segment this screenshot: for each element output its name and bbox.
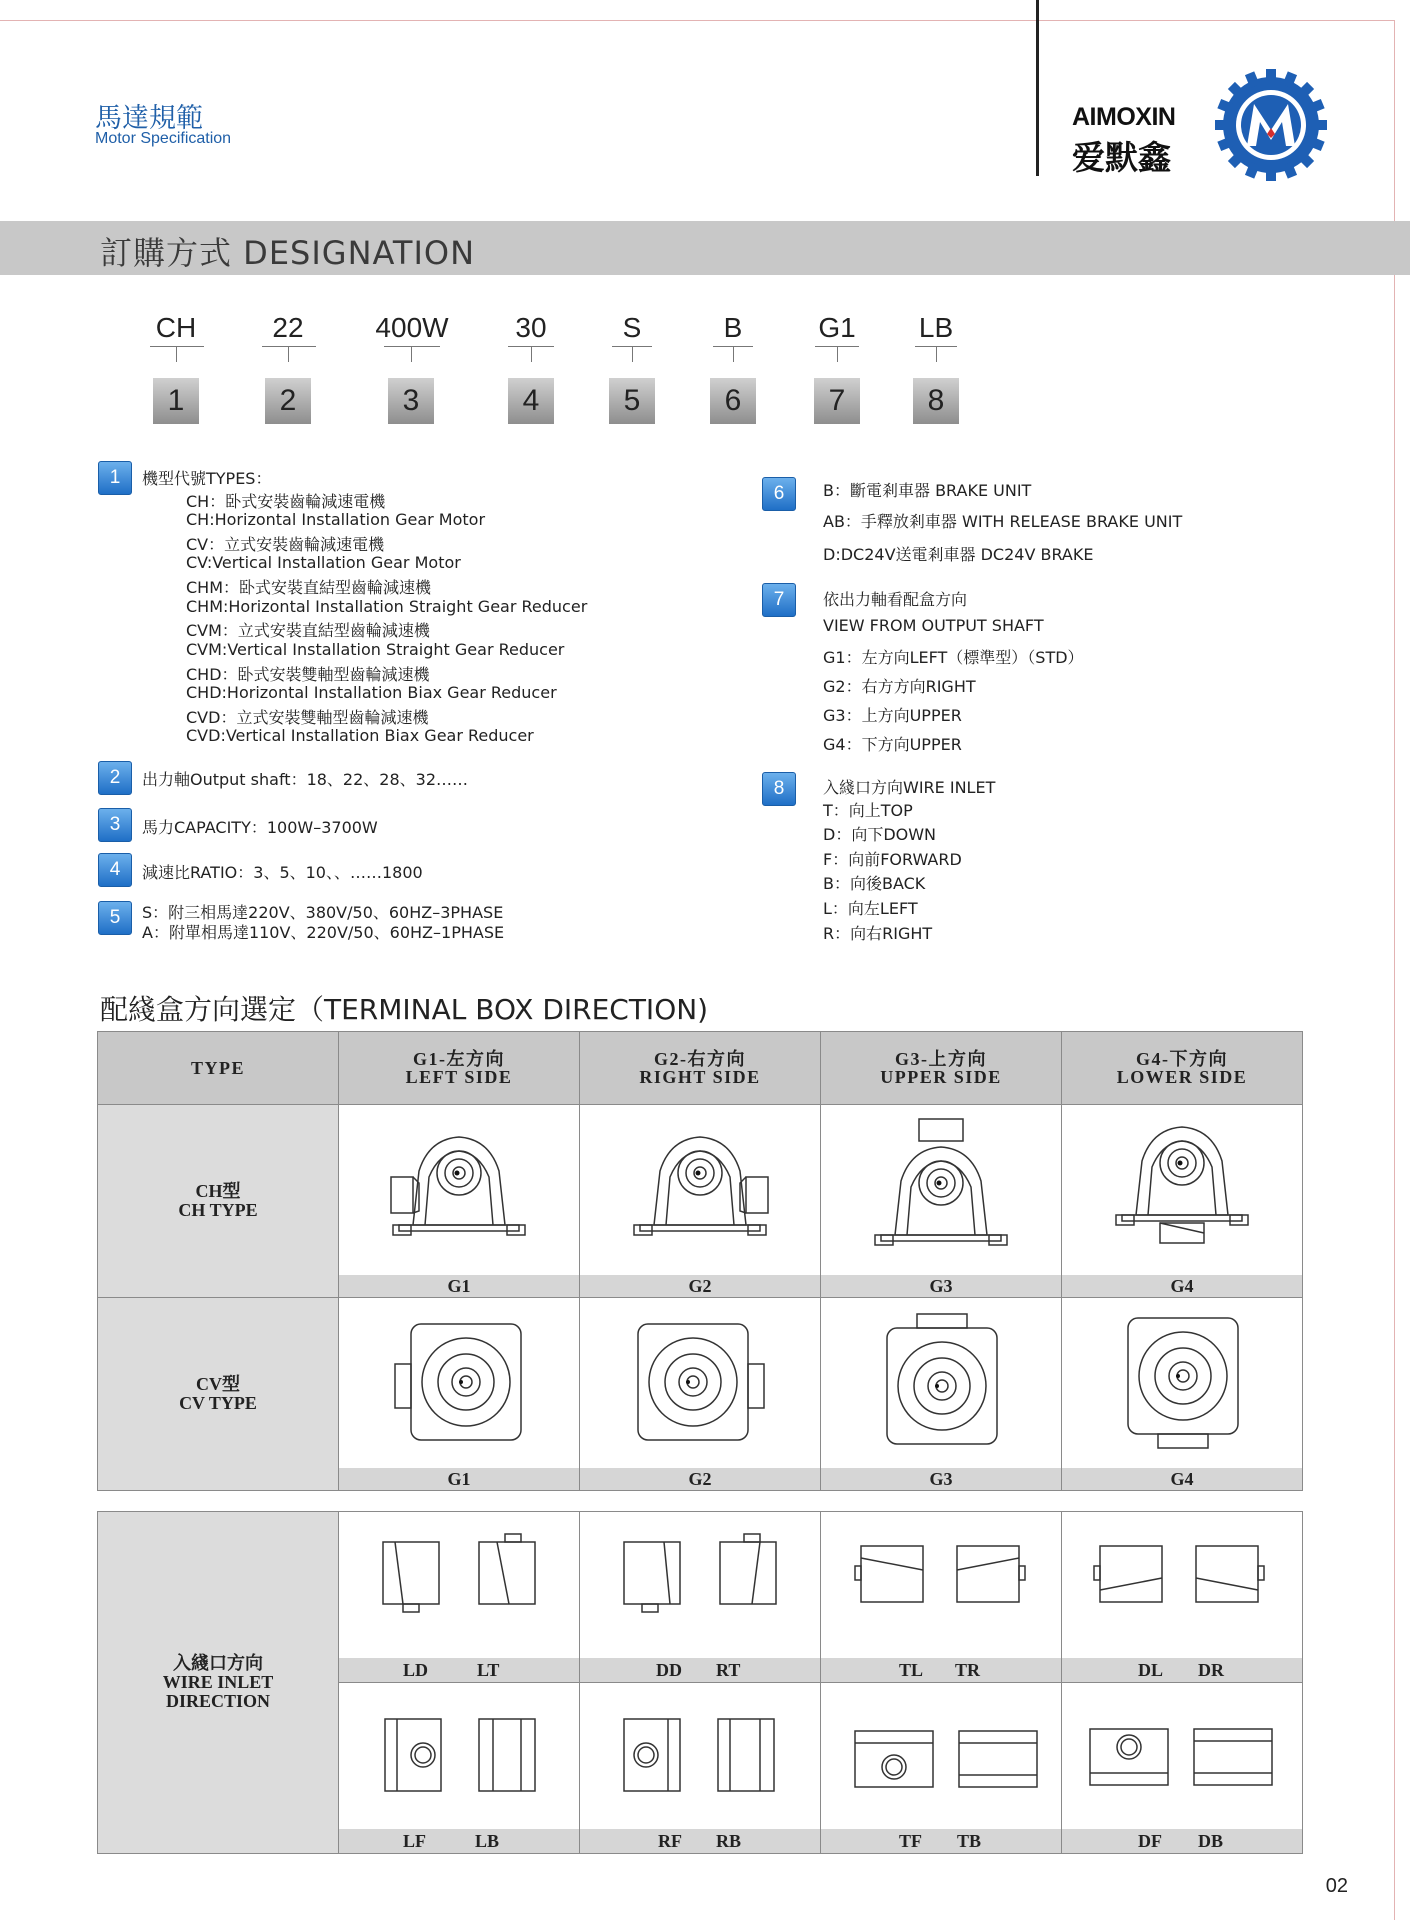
wire-cell-rf-rb <box>580 1683 821 1854</box>
terminal-section-title: 配綫盒方向選定（TERMINAL BOX DIRECTION) <box>100 993 709 1026</box>
view-line: 依出力軸看配盒方向 <box>823 590 968 609</box>
code-number-box: 5 <box>609 378 655 424</box>
brand-name-zh: 爱默鑫 <box>1072 138 1171 177</box>
page-title-en: Motor Specification <box>95 130 232 147</box>
cv-g4-cell <box>1062 1298 1303 1491</box>
capacity-text: 馬力CAPACITY：100W–3700W <box>142 818 378 837</box>
phase-s-text: S：附三相馬達220V、380V/50、60HZ–3PHASE <box>142 903 504 922</box>
code-number-box: 4 <box>508 378 554 424</box>
wire-code: DL <box>1138 1660 1164 1680</box>
wire-ld-lt-icon <box>339 1512 579 1658</box>
item-badge-4: 4 <box>98 853 132 887</box>
cv-g2-cell <box>580 1298 821 1491</box>
item-badge-1: 1 <box>98 461 132 495</box>
item-badge-2: 2 <box>98 761 132 795</box>
ch-motor-g1-icon <box>339 1105 579 1275</box>
cv-motor-g2-icon <box>580 1298 820 1468</box>
wire-caption <box>339 1829 579 1853</box>
wire-code: TR <box>955 1660 981 1680</box>
output-shaft-text: 出力軸Output shaft：18、22、28、32…… <box>142 770 469 789</box>
types-title: 機型代號TYPES： <box>142 469 272 488</box>
wire-line: L：向左LEFT <box>823 899 918 918</box>
brake-line: AB：手釋放剎車器 WITH RELEASE BRAKE UNIT <box>823 512 1183 531</box>
ch-g2-cell <box>580 1105 821 1298</box>
cv-motor-g3-icon <box>821 1298 1061 1468</box>
cv-motor-g4-icon <box>1062 1298 1302 1468</box>
item-badge-3: 3 <box>98 808 132 842</box>
wire-caption <box>821 1829 1061 1853</box>
view-line: G4：下方向UPPER <box>823 735 962 754</box>
view-line: G3：上方向UPPER <box>823 706 962 725</box>
wire-line: R：向右RIGHT <box>823 924 933 943</box>
col-header-en: RIGHT SIDE <box>639 1067 761 1087</box>
brake-line: D:DC24V送電剎車器 DC24V BRAKE <box>823 545 1094 564</box>
code-tick <box>632 346 633 362</box>
ratio-text: 減速比RATIO：3、5、10、、……1800 <box>142 863 423 882</box>
brand-name-en: AIMOXIN <box>1072 103 1176 131</box>
type-line: CHM:Horizontal Installation Straight Gear Reducer <box>186 597 588 616</box>
phase-a-text: A：附單相馬達110V、220V/50、60HZ–1PHASE <box>142 923 505 942</box>
ch-caption: G1 <box>339 1275 579 1297</box>
wire-code: DD <box>656 1660 682 1680</box>
ch-g4-cell <box>1062 1105 1303 1298</box>
wire-code: DF <box>1138 1831 1162 1851</box>
code-2: 22 <box>272 312 304 343</box>
wire-caption <box>580 1829 820 1853</box>
cv-caption: G2 <box>580 1468 820 1490</box>
code-number-box: 3 <box>388 378 434 424</box>
wire-line: B：向後BACK <box>823 874 926 893</box>
code-number-box: 6 <box>710 378 756 424</box>
ch-caption: G4 <box>1062 1275 1302 1297</box>
header-divider <box>1036 0 1039 176</box>
view-line: VIEW FROM OUTPUT SHAFT <box>823 616 1044 635</box>
wire-code: LB <box>475 1831 500 1851</box>
col-header-g2 <box>580 1032 821 1105</box>
item-badge-7: 7 <box>762 583 796 617</box>
wire-code: LD <box>403 1660 429 1680</box>
code-underline <box>150 346 204 347</box>
wire-code: LT <box>477 1660 500 1680</box>
code-number-box: 1 <box>153 378 199 424</box>
type-header-label: TYPE <box>190 1058 245 1078</box>
code-tick <box>411 346 412 362</box>
code-4: 30 <box>515 312 547 343</box>
code-tick <box>733 346 734 362</box>
wire-code: TL <box>899 1660 924 1680</box>
type-line: CVD：立式安裝雙軸型齒輪減速機 <box>186 708 429 727</box>
wire-code: RF <box>658 1831 682 1851</box>
terminal-direction-table <box>97 1031 1303 1491</box>
code-5: S <box>622 312 642 343</box>
wire-inlet-label <box>98 1512 339 1854</box>
wire-cell-tf-tb <box>821 1683 1062 1854</box>
wire-code: DB <box>1198 1831 1224 1851</box>
code-underline <box>384 346 440 347</box>
top-border-line <box>0 20 1395 21</box>
wire-inlet-table <box>97 1511 1303 1854</box>
code-tick <box>531 346 532 362</box>
wire-line: T：向上TOP <box>823 801 913 820</box>
type-line: CHD:Horizontal Installation Biax Gear Reducer <box>186 683 557 702</box>
code-1: CH <box>155 312 197 343</box>
wire-code: RT <box>716 1660 741 1680</box>
row-label-zh: CV型 <box>196 1374 240 1394</box>
cv-g3-cell <box>821 1298 1062 1491</box>
wire-dl-dr-icon <box>1062 1512 1302 1658</box>
wire-df-db-icon <box>1062 1683 1302 1829</box>
ch-motor-g4-icon <box>1062 1105 1302 1275</box>
item-badge-8: 8 <box>762 772 796 806</box>
col-header-zh: G1-左方向 <box>413 1049 505 1069</box>
code-3: 400W <box>375 312 449 343</box>
col-header-zh: G3-上方向 <box>895 1049 987 1069</box>
type-line: CVM:Vertical Installation Straight Gear Reducer <box>186 640 565 659</box>
wire-line: 入綫口方向WIRE INLET <box>823 778 996 797</box>
type-header <box>98 1032 339 1105</box>
wire-cell-ld-lt <box>339 1512 580 1683</box>
col-header-en: UPPER SIDE <box>880 1067 1002 1087</box>
wire-dd-rt-icon <box>580 1512 820 1658</box>
ch-g3-cell <box>821 1105 1062 1298</box>
col-header-en: LOWER SIDE <box>1116 1067 1248 1087</box>
type-line: CV:Vertical Installation Gear Motor <box>186 553 461 572</box>
cv-caption: G1 <box>339 1468 579 1490</box>
code-tick <box>288 346 289 362</box>
wire-caption <box>1062 1658 1302 1682</box>
cv-g1-cell <box>339 1298 580 1491</box>
code-number-box: 8 <box>913 378 959 424</box>
item-badge-6: 6 <box>762 477 796 511</box>
code-6: B <box>723 312 743 343</box>
wire-tl-tr-icon <box>821 1512 1061 1658</box>
type-line: CV：立式安裝齒輪減速電機 <box>186 535 385 554</box>
cv-caption: G4 <box>1062 1468 1302 1490</box>
col-header-g1 <box>339 1032 580 1105</box>
page-title-zh: 馬達規範 <box>95 103 203 134</box>
row-label-cv <box>98 1298 339 1491</box>
brake-line: B：斷電剎車器 BRAKE UNIT <box>823 481 1032 500</box>
col-header-zh: G4-下方向 <box>1136 1049 1228 1069</box>
designation-title: 訂購方式 DESIGNATION <box>100 234 476 272</box>
right-border-line <box>1394 20 1395 1920</box>
type-line: CH:Horizontal Installation Gear Motor <box>186 510 486 529</box>
type-line: CVD:Vertical Installation Biax Gear Reducer <box>186 726 534 745</box>
wire-code: LF <box>403 1831 427 1851</box>
wire-tf-tb-icon <box>821 1683 1061 1829</box>
cv-motor-g1-icon <box>339 1298 579 1468</box>
wire-caption <box>580 1658 820 1682</box>
wire-line: D：向下DOWN <box>823 825 937 844</box>
row-label-en: CV TYPE <box>179 1393 257 1413</box>
type-line: CHM：卧式安裝直結型齒輪減速機 <box>186 578 432 597</box>
ch-motor-g3-icon <box>821 1105 1061 1275</box>
page-number: 02 <box>1325 1875 1348 1897</box>
row-label-en: CH TYPE <box>178 1200 258 1220</box>
type-line: CHD：卧式安裝雙軸型齒輪減速機 <box>186 665 430 684</box>
wire-inlet-label-en: WIRE INLET <box>162 1672 274 1692</box>
wire-cell-dd-rt <box>580 1512 821 1683</box>
type-line: CVM：立式安裝直結型齒輪減速機 <box>186 621 430 640</box>
wire-caption <box>821 1658 1061 1682</box>
view-line: G2：右方方向RIGHT <box>823 677 976 696</box>
code-tick <box>936 346 937 362</box>
col-header-g3 <box>821 1032 1062 1105</box>
ch-caption: G2 <box>580 1275 820 1297</box>
wire-cell-tl-tr <box>821 1512 1062 1683</box>
wire-code: DR <box>1198 1660 1224 1680</box>
ch-caption: G3 <box>821 1275 1061 1297</box>
wire-line: F：向前FORWARD <box>823 850 962 869</box>
row-label-zh: CH型 <box>195 1181 241 1201</box>
wire-code: RB <box>716 1831 742 1851</box>
code-7: G1 <box>818 312 856 343</box>
brand-logo-icon <box>1214 68 1328 182</box>
view-line: G1：左方向LEFT（標準型）（STD） <box>823 648 1084 667</box>
code-number-box: 7 <box>814 378 860 424</box>
code-tick <box>837 346 838 362</box>
item-badge-5: 5 <box>98 901 132 935</box>
wire-cell-lf-lb <box>339 1683 580 1854</box>
wire-inlet-label-en: DIRECTION <box>165 1691 271 1711</box>
ch-motor-g2-icon <box>580 1105 820 1275</box>
wire-cell-df-db <box>1062 1683 1303 1854</box>
wire-caption <box>339 1658 579 1682</box>
code-8: LB <box>918 312 954 343</box>
wire-lf-lb-icon <box>339 1683 579 1829</box>
code-tick <box>176 346 177 362</box>
row-label-ch <box>98 1105 339 1298</box>
wire-rf-rb-icon <box>580 1683 820 1829</box>
wire-inlet-label-zh: 入綫口方向 <box>173 1653 263 1673</box>
wire-code: TB <box>957 1831 982 1851</box>
wire-cell-dl-dr <box>1062 1512 1303 1683</box>
wire-code: TF <box>899 1831 923 1851</box>
ch-g1-cell <box>339 1105 580 1298</box>
col-header-en: LEFT SIDE <box>405 1067 513 1087</box>
cv-caption: G3 <box>821 1468 1061 1490</box>
col-header-zh: G2-右方向 <box>654 1049 746 1069</box>
code-underline <box>262 346 316 347</box>
col-header-g4 <box>1062 1032 1303 1105</box>
type-line: CH：卧式安裝齒輪減速電機 <box>186 492 386 511</box>
code-number-box: 2 <box>265 378 311 424</box>
wire-caption <box>1062 1829 1302 1853</box>
